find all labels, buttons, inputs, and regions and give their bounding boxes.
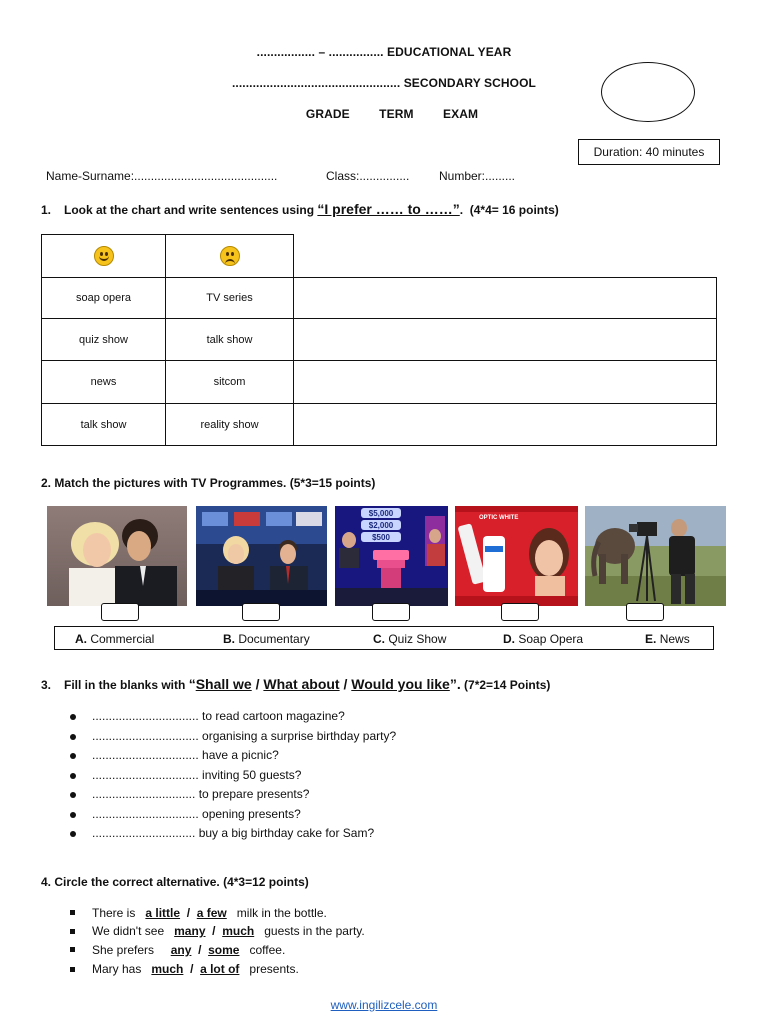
square-bullet-icon xyxy=(70,967,75,972)
option-c: C. Quiz Show xyxy=(373,632,447,646)
number-field[interactable]: Number:......... xyxy=(439,169,516,183)
chart-like-cell: talk show xyxy=(41,403,166,446)
alternative-b[interactable]: much xyxy=(222,924,255,938)
commercial-picture xyxy=(455,506,578,606)
quiz-show-picture xyxy=(335,506,448,606)
bullet-icon xyxy=(70,792,76,798)
sad-face-icon xyxy=(220,246,240,266)
bullet-icon xyxy=(70,773,76,779)
answer-box-3[interactable] xyxy=(372,603,410,621)
answer-box-5[interactable] xyxy=(626,603,664,621)
circle-item: There is a little / a few milk in the bottle. xyxy=(92,906,327,920)
option-a: A. Commercial xyxy=(75,632,155,646)
question-1-points: (4*4= 16 points) xyxy=(469,203,559,217)
option-b: B. Documentary xyxy=(223,632,310,646)
educational-year-line: ................. – ................ EDUCATIONAL YEAR xyxy=(256,45,512,59)
bullet-icon xyxy=(70,734,76,740)
question-1-suffix: . xyxy=(459,203,464,217)
ad-brand-text: OPTIC WHITE xyxy=(479,515,519,521)
news-picture xyxy=(196,506,327,606)
bullet-icon xyxy=(70,753,76,759)
question-1-title xyxy=(41,201,559,217)
option-what-about: What about xyxy=(263,676,340,692)
answer-line-1[interactable] xyxy=(293,277,717,319)
fill-blank-item[interactable]: ................................ to read cartoon magazine? xyxy=(92,709,345,723)
chart-like-cell: quiz show xyxy=(41,318,166,361)
answer-box-4[interactable] xyxy=(501,603,539,621)
fill-blank-item[interactable]: ................................ inviting 50 guests? xyxy=(92,768,302,782)
question-3-prefix: Fill in the blanks with xyxy=(64,678,189,692)
question-3-points: (7*2=14 Points) xyxy=(464,678,551,692)
square-bullet-icon xyxy=(70,910,75,915)
answer-box-2[interactable] xyxy=(242,603,280,621)
website-link[interactable]: www.ingilizcele.com xyxy=(330,998,438,1012)
alternative-b[interactable]: a few xyxy=(196,906,227,920)
alternative-a[interactable]: many xyxy=(174,924,206,938)
answer-box-1[interactable] xyxy=(101,603,139,621)
soap-opera-picture xyxy=(47,506,187,606)
like-header-cell xyxy=(41,234,166,278)
name-surname-field[interactable]: Name-Surname:........................................... xyxy=(46,169,278,183)
term-label: TERM xyxy=(379,107,414,121)
square-bullet-icon xyxy=(70,929,75,934)
alternative-b[interactable]: a lot of xyxy=(200,962,240,976)
question-1-number: 1. xyxy=(41,203,52,217)
bullet-icon xyxy=(70,831,76,837)
question-2-title: 2. Match the pictures with TV Programmes. (5*3=15 points) xyxy=(41,476,376,490)
grade-label: GRADE xyxy=(305,107,350,121)
circle-item: Mary has much / a lot of presents. xyxy=(92,962,299,976)
quiz-amount-label: $5,000 xyxy=(368,509,394,518)
tv-programme-options xyxy=(54,626,714,650)
class-field[interactable]: Class:............... xyxy=(326,169,410,183)
alternative-a[interactable]: much xyxy=(151,962,184,976)
happy-face-icon xyxy=(94,246,114,266)
answer-line-4[interactable] xyxy=(293,403,717,446)
chart-dislike-cell: TV series xyxy=(165,277,294,319)
fill-blank-item[interactable]: ................................ opening presents? xyxy=(92,807,301,821)
quiz-amount-label: $2,000 xyxy=(368,521,394,530)
score-oval xyxy=(601,62,695,122)
question-3-title: 3. Fill in the blanks with “Shall we / What about / Would you like”. (7*2=14 Points) xyxy=(41,676,551,692)
alternative-a[interactable]: a little xyxy=(145,906,181,920)
question-1-prefix: Look at the chart and write sentences using xyxy=(64,203,318,217)
fill-blank-item[interactable]: ............................... buy a big birthday cake for Sam? xyxy=(92,826,375,840)
fill-blank-item[interactable]: ............................... to prepare presents? xyxy=(92,787,310,801)
answer-line-2[interactable] xyxy=(293,318,717,361)
answer-line-3[interactable] xyxy=(293,360,717,404)
option-would-you-like: Would you like xyxy=(351,676,450,692)
fill-blank-item[interactable]: ................................ have a picnic? xyxy=(92,748,279,762)
bullet-icon xyxy=(70,714,76,720)
question-1-phrase: “I prefer …… to ……” xyxy=(317,201,460,217)
bullet-icon xyxy=(70,812,76,818)
question-3-number: 3. xyxy=(41,678,52,692)
option-shall-we: Shall we xyxy=(195,676,252,692)
school-name-line: ................................................. SECONDARY SCHOOL xyxy=(232,76,536,90)
chart-dislike-cell: talk show xyxy=(165,318,294,361)
alternative-a[interactable]: any xyxy=(170,943,192,957)
exam-label: EXAM xyxy=(443,107,479,121)
chart-like-cell: news xyxy=(41,360,166,404)
square-bullet-icon xyxy=(70,947,75,952)
circle-item: She prefers any / some coffee. xyxy=(92,943,286,957)
dislike-header-cell xyxy=(165,234,294,278)
documentary-picture xyxy=(585,506,726,606)
chart-dislike-cell: reality show xyxy=(165,403,294,446)
fill-blank-item[interactable]: ................................ organising a surprise birthday party? xyxy=(92,729,397,743)
question-4-title: 4. Circle the correct alternative. (4*3=12 points) xyxy=(41,875,309,889)
option-e: E. News xyxy=(645,632,690,646)
chart-like-cell: soap opera xyxy=(41,277,166,319)
duration-box: Duration: 40 minutes xyxy=(578,139,720,165)
quiz-amount-label: $500 xyxy=(372,533,390,542)
chart-dislike-cell: sitcom xyxy=(165,360,294,404)
alternative-b[interactable]: some xyxy=(208,943,240,957)
option-d: D. Soap Opera xyxy=(503,632,584,646)
circle-item: We didn't see many / much guests in the party. xyxy=(92,924,365,938)
